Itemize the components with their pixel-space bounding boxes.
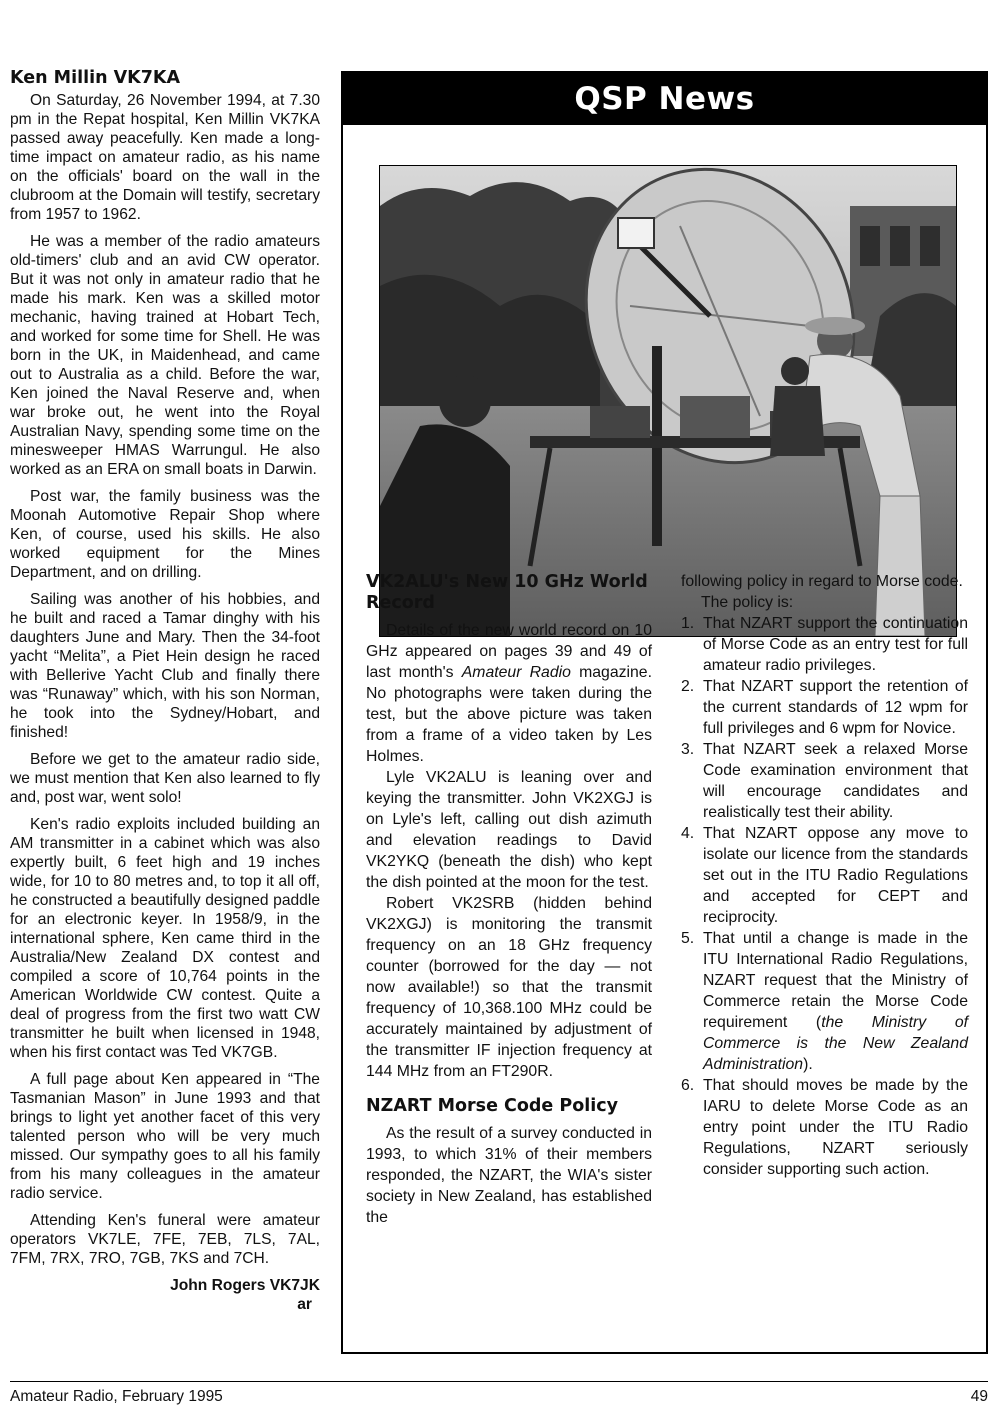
dish-photo-illustration <box>380 166 956 636</box>
policy-text: That NZART support the continuation of Morse Code as an entry test for full amateur radio privileges. <box>703 615 968 674</box>
obituary-paragraph: Sailing was another of his hobbies, and he built and raced a Tamar dinghy with his daughters June and Mary. Then the 34-foot yacht “Melita”, a Piet Hein design he raced with Bellerive Yacht Club and finally there was “Runaway” which, with his son Norman, he took into the Sydney/Hobart, and finished! <box>10 591 320 741</box>
record-paragraph: Robert VK2SRB (hidden behind VK2XGJ) is monitoring the transmit frequency on an 18 GHz frequency counter (borrowed for the day — not now available!) so that the transmit frequency of 10,368.100 MHz could be accurately maintained by adjustment of the transmitter IF injection frequency at 144 MHz from an FT290R. <box>366 895 652 1080</box>
policy-text: That until a change is made in the ITU International Radio Regulations, NZART request that the Ministry of Commerce retain the Morse Code requirement ( <box>703 930 968 1031</box>
policy-number: 3. <box>681 741 695 758</box>
footer-rule <box>10 1381 988 1382</box>
policy-text: That should moves be made by the IARU to delete Morse Code as an entry point under the ITU Radio Regulations, NZART seriously consider supporting such action. <box>703 1077 968 1178</box>
obituary-paragraph: Attending Ken's funeral were amateur operators VK7LE, 7FE, 7EB, 7LS, 7AL, 7FM, 7RX, 7RO, 7GB, 7KS and 7CH. <box>10 1212 320 1267</box>
policy-number: 5. <box>681 930 695 947</box>
policy-number: 1. <box>681 615 695 632</box>
banner-title: QSP News <box>574 81 755 117</box>
policy-text: That NZART seek a relaxed Morse Code examination environment that will encourage candidates and realistically test their ability. <box>703 741 968 821</box>
policy-text: That NZART oppose any move to isolate our licence from the standards set out in the ITU Radio Regulations and accepted for CEPT and reciprocity. <box>703 825 968 926</box>
footer-publication: Amateur Radio, February 1995 <box>10 1388 223 1405</box>
policy-number: 4. <box>681 825 695 842</box>
policy-item <box>681 613 968 676</box>
footer-page-number: 49 <box>970 1388 988 1405</box>
record-paragraph <box>366 620 652 767</box>
policy-text: That NZART support the retention of the current standards of 12 wpm for full privileges and 6 wpm for Novice. <box>703 678 968 737</box>
obituary-paragraph: He was a member of the radio amateurs old-timers' club and an avid CW operator. But it was not only in amateur radio that he made his mark. Ken was a skilled motor mechanic, having trained at Hobart Tech, and worked for some time for Shell. He was born in the UK, in Maidenhead, and came out to Australia as a child. Before the war, Ken joined the Naval Reserve and, when war broke out, he went into the Royal Australian Navy, spending some time on the minesweeper HMAS Warrungul. He also worked as an ERA on small boats in Darwin. <box>10 233 320 478</box>
policy-text-italic: the Ministry of Commerce is the New Zealand Administration <box>703 1014 968 1073</box>
nzart-heading: NZART Morse Code Policy <box>366 1096 619 1116</box>
policy-intro: The policy is: <box>701 594 794 611</box>
qsp-news-banner <box>343 73 986 125</box>
record-column <box>366 572 652 1228</box>
obituary-paragraph: Before we get to the amateur radio side, we must mention that Ken also learned to fly and, post war, went solo! <box>10 751 320 806</box>
magazine-title: Amateur Radio <box>461 664 571 681</box>
policy-item <box>681 739 968 823</box>
nzart-paragraph: As the result of a survey conducted in 1993, to which 31% of their members responded, the NZART, the WIA's sister society in New Zealand, has established the <box>366 1125 652 1226</box>
policy-number: 2. <box>681 678 695 695</box>
record-p1-start: Details of the new world record on 10 GHz appeared on pages 39 and 49 of last month's <box>366 622 652 681</box>
obituary-paragraph: On Saturday, 26 November 1994, at 7.30 pm in the Repat hospital, Ken Millin VK7KA passed away peacefully. Ken made a long-time impact on amateur radio, as his name on the officials' board on the wall in the clubroom at the Domain will testify, secretary from 1957 to 1962. <box>10 92 320 223</box>
record-p1-end: magazine. No photographs were taken during the test, but the above picture was taken from a frame of a video taken by Les Holmes. <box>366 664 652 765</box>
policy-number: 6. <box>681 1077 695 1094</box>
record-heading: VK2ALU's New 10 GHz World Record <box>366 572 648 613</box>
obituary-paragraph: A full page about Ken appeared in “The Tasmanian Mason” in June 1993 and that brings to light yet another facet of this very talented person who will be very much missed. Our sympathy goes to all his family from his many colleagues in the amateur radio service. <box>10 1071 320 1202</box>
record-paragraph: Lyle VK2ALU is leaning over and keying the transmitter. John VK2XGJ is on Lyle's left, calling out dish azimuth and elevation readings to David VK2YKQ (beneath the dish) who kept the dish pointed at the moon for the test. <box>366 769 652 891</box>
obituary-signature: John Rogers VK7JK <box>170 1277 320 1294</box>
policy-item <box>681 928 968 1075</box>
obituary-paragraph: Post war, the family business was the Moonah Automotive Repair Shop where Ken, of course, used his skills. He also worked equipment for the Mines Department, and on drilling. <box>10 488 320 581</box>
nzart-paragraph-continued: following policy in regard to Morse code. <box>681 573 963 590</box>
nzart-column <box>681 571 968 1180</box>
obituary-paragraph: Ken's radio exploits included building an AM transmitter in a cabinet which was also expertly built, 6 feet high and 19 inches wide, for 10 to 80 metres and, to top it all off, he constructed a beautifully designed paddle for an electronic keyer. In 1958/9, in the international sphere, Ken came third in the Australia/New Zealand DX contest and compiled a score of 10,764 points in the American Worldwide CW contest. Quite a deal of progress from the first two watt CW transmitter he built when licensed in 1948, when his first contact was Ted VK7GB. <box>10 816 320 1061</box>
policy-item <box>681 676 968 739</box>
obituary-heading: Ken Millin VK7KA <box>10 68 181 88</box>
policy-item <box>681 1075 968 1180</box>
policy-text-tail: ). <box>803 1056 813 1073</box>
obituary-column <box>10 68 320 1314</box>
policy-item <box>681 823 968 928</box>
dish-photo <box>379 165 957 637</box>
article-end-mark: ar <box>297 1296 312 1313</box>
policy-list <box>681 613 968 1180</box>
